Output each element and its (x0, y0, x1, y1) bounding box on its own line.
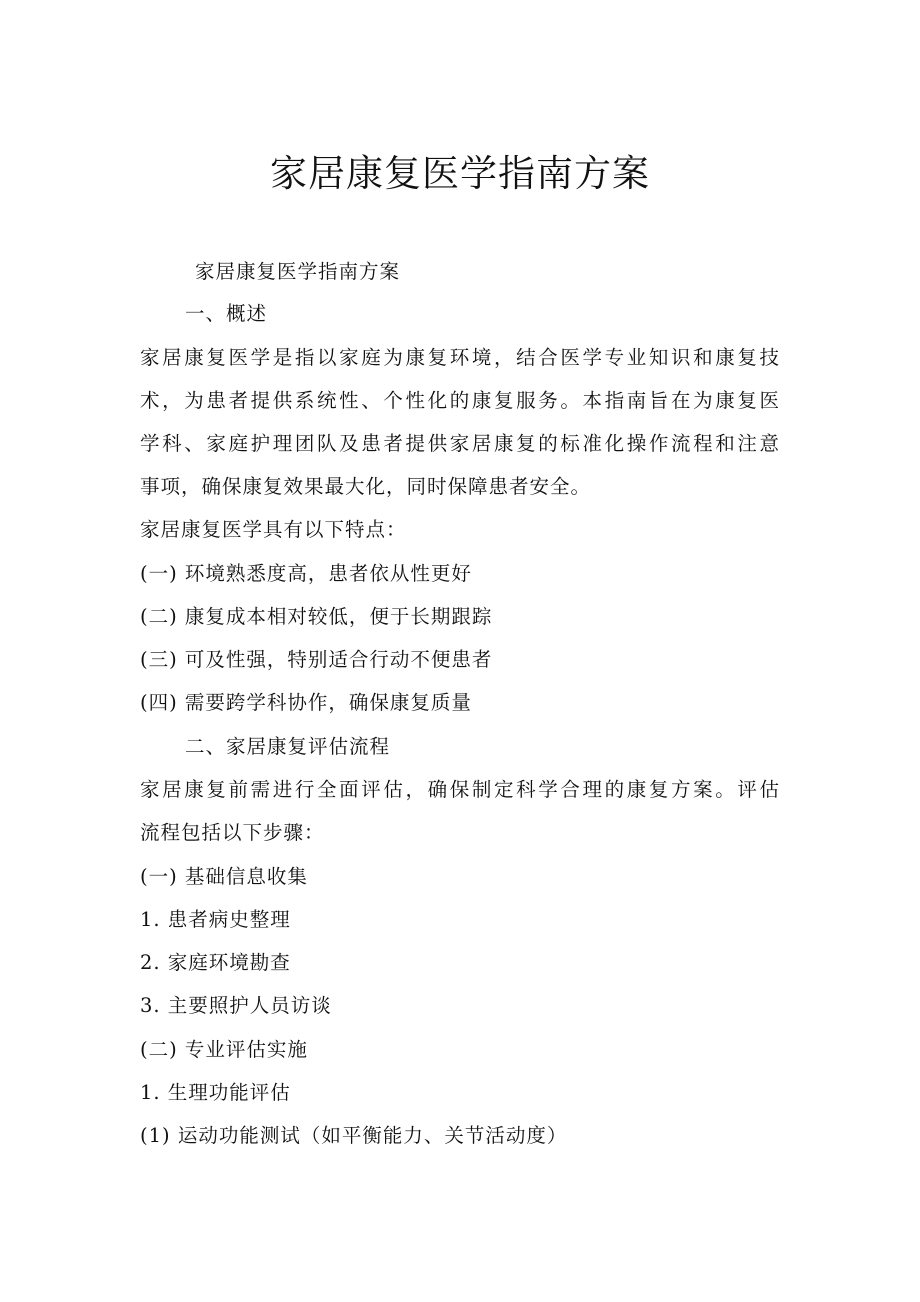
feature-item: (二) 康复成本相对较低，便于长期跟踪 (140, 605, 493, 628)
paragraph-line: 家居康复前需进行全面评估，确保制定科学合理的康复方案。评估 (140, 778, 780, 801)
subsection-heading: (二) 专业评估实施 (140, 1038, 308, 1061)
list-item: 2. 家庭环境勘查 (140, 951, 291, 974)
document-title: 家居康复医学指南方案 (270, 152, 650, 195)
paragraph-line: 流程包括以下步骤： (140, 821, 325, 844)
list-item: 3. 主要照护人员访谈 (140, 994, 332, 1017)
section2-heading: 二、家居康复评估流程 (185, 735, 391, 758)
list-item: 1. 患者病史整理 (140, 908, 291, 931)
list-item-detail: (1) 运动功能测试（如平衡能力、关节活动度） (140, 1124, 568, 1147)
paragraph-line: 事项，确保康复效果最大化，同时保障患者安全。 (140, 475, 592, 498)
subsection-heading: (一) 基础信息收集 (140, 865, 308, 888)
feature-item: (一) 环境熟悉度高，患者依从性更好 (140, 562, 472, 585)
document-subtitle: 家居康复医学指南方案 (195, 260, 401, 283)
paragraph-line: 家居康复医学是指以家庭为康复环境，结合医学专业知识和康复技 (140, 346, 780, 369)
paragraph-line: 术，为患者提供系统性、个性化的康复服务。本指南旨在为康复医 (140, 389, 780, 412)
feature-item: (三) 可及性强，特别适合行动不便患者 (140, 648, 493, 671)
feature-item: (四) 需要跨学科协作，确保康复质量 (140, 691, 472, 714)
features-intro: 家居康复医学具有以下特点： (140, 518, 407, 541)
paragraph-line: 学科、家庭护理团队及患者提供家居康复的标准化操作流程和注意 (140, 432, 780, 455)
section1-heading: 一、概述 (185, 302, 268, 325)
list-item: 1. 生理功能评估 (140, 1081, 291, 1104)
